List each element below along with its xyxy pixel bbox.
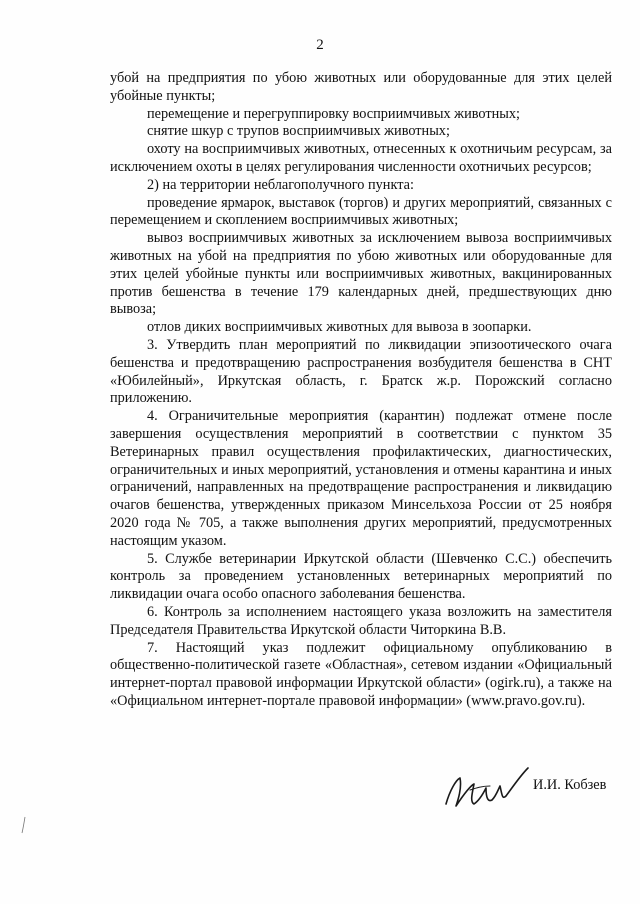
signer-name: И.И. Кобзев: [533, 777, 607, 793]
paragraph: отлов диких восприимчивых животных для вывоза в зоопарки.: [147, 319, 532, 336]
paragraph: 6. Контроль за исполнением настоящего указа возложить на заместителя Председателя Правительства Иркутской области Читоркина В.В.: [110, 603, 612, 638]
document-body: [110, 70, 612, 711]
paragraph: убой на предприятия по убою животных или оборудованные для этих целей убойные пункты;: [110, 70, 612, 104]
paragraph: проведение ярмарок, выставок (торгов) и других мероприятий, связанных с перемещением и скоплением восприимчивых животных;: [110, 194, 612, 229]
paragraph: 3. Утвердить план мероприятий по ликвидации эпизоотического очага бешенства и предотвращению распространения возбудителя бешенства в СНТ «Юбилейный», Иркутская область, г. Братск ж.р. Порожский согласно приложению.: [110, 336, 612, 407]
paragraph: 7. Настоящий указ подлежит официальному опубликованию в общественно-политической газете «Областная», сетевом издании «Официальный интернет-портал правовой информации Иркутской области» (ogirk.ru), а также на «Официальном интернет-портале правовой информации» (www.pravo.gov.ru).: [110, 639, 612, 709]
paragraph: перемещение и перегруппировку восприимчивых животных;: [147, 105, 520, 122]
paragraph: 2) на территории неблагополучного пункта:: [147, 176, 414, 193]
page-number: 2: [316, 37, 324, 53]
paragraph: 5. Службе ветеринарии Иркутской области (Шевченко С.С.) обеспечить контроль за проведением установленных ветеринарных мероприятий по ликвидации очага особо опасного заболевания бешенства.: [110, 550, 612, 603]
paragraph: охоту на восприимчивых животных, отнесенных к охотничьим ресурсам, за исключением охоты в целях регулирования численности охотничьих ресурсов;: [110, 141, 612, 175]
paragraph: снятие шкур с трупов восприимчивых животных;: [147, 123, 450, 140]
handwritten-signature: [440, 760, 530, 812]
paragraph: вывоз восприимчивых животных за исключением вывоза восприимчивых животных на убой на предприятия по убою животных или оборудованные для этих целей убойные пункты или восприимчивых животных, вакцинированных против бешенства в течение 179 календарных дней, предшествующих дню вывоза;: [110, 230, 612, 318]
paragraph: 4. Ограничительные мероприятия (карантин) подлежат отмене после завершения осуществления мероприятий в соответствии с пунктом 35 Ветеринарных правил осуществления профилактических, диагностических, ограничительных и иных мероприятий, установления и отмены карантина и иных ограничений, направленных на предотвращение распространения и ликвидацию очагов бешенства, утвержденных приказом Минсельхоза России от 25 ноября 2020 года № 705, а также выполнения других мероприятий, предусмотренных настоящим указом.: [110, 408, 612, 549]
margin-mark: [20, 815, 30, 835]
